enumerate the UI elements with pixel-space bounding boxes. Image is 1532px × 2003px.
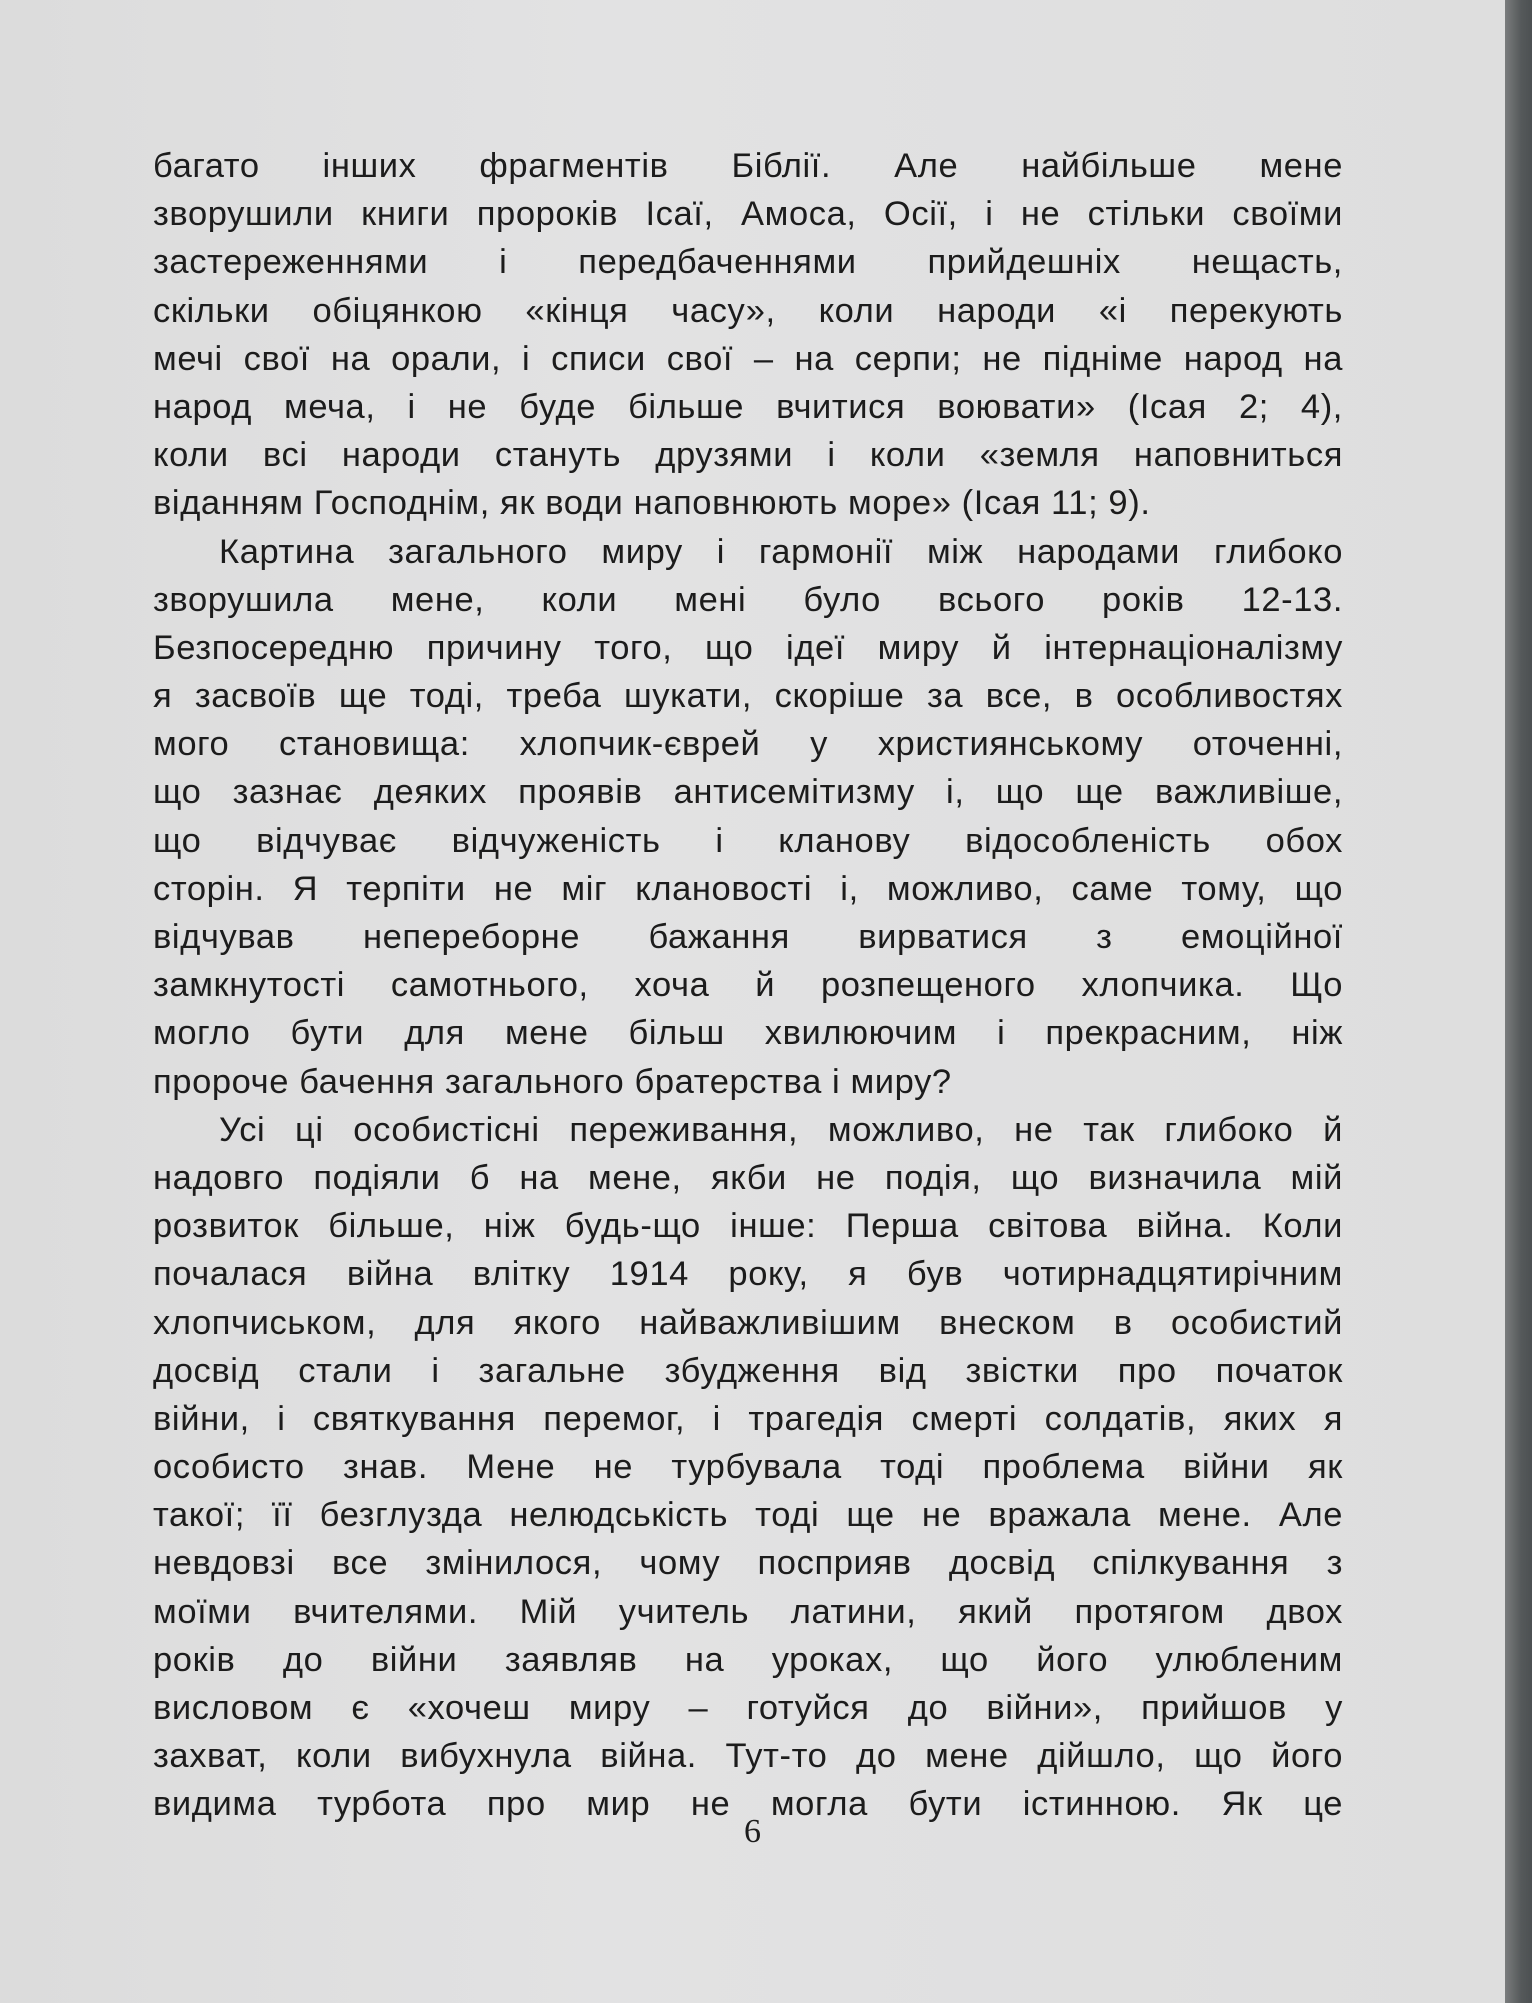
text-line: моїми вчителями. Мій учитель латини, який протягом двох (153, 1592, 1343, 1631)
paragraph-3 (153, 1106, 1343, 1829)
text-line: зворушили книги пророків Ісаї, Амоса, Осії, і не стільки своїми (153, 195, 1343, 234)
text-line: застереженнями і передбаченнями прийдешніх нещасть, (153, 243, 1343, 282)
text-line: особисто знав. Мене не турбувала тоді проблема війни як (153, 1448, 1343, 1487)
text-line: замкнутості самотнього, хоча й розпещеного хлопчика. Що (153, 966, 1343, 1005)
text-line: народ меча, і не буде більше вчитися воювати» (Ісая 2; 4), (153, 387, 1343, 426)
body-text (153, 142, 1343, 1829)
text-line: скільки обіцянкою «кінця часу», коли народи «і перекують (153, 291, 1343, 330)
text-line: війни, і святкування перемог, і трагедія смерті солдатів, яких я (153, 1399, 1343, 1438)
text-line: Усі ці особистісні переживання, можливо, не так глибоко й (219, 1110, 1343, 1149)
text-line: я засвоїв ще тоді, треба шукати, скоріше за все, в особливостях (153, 677, 1343, 716)
text-line: захват, коли вибухнула війна. Тут-то до мене дійшло, що його (153, 1737, 1343, 1776)
text-line: висловом є «хочеш миру – готуйся до війни», прийшов у (153, 1689, 1343, 1727)
text-line: Картина загального миру і гармонії між народами глибоко (219, 532, 1343, 571)
text-line: розвиток більше, ніж будь-що інше: Перша світова війна. Коли (153, 1207, 1343, 1246)
text-line: що зазнає деяких проявів антисемітизму і, що ще важливіше, (153, 773, 1343, 812)
text-line: відчував непереборне бажання вирватися з емоційної (153, 918, 1343, 956)
text-line: досвід стали і загальне збудження від звістки про початок (153, 1351, 1343, 1390)
text-line: коли всі народи стануть друзями і коли «земля наповниться (153, 436, 1343, 475)
text-line: мечі свої на орали, і списи свої – на серпи; не підніме народ на (153, 339, 1343, 378)
text-line: багато інших фрагментів Біблії. Але найбільше мене (153, 147, 1343, 185)
background-edge (1505, 0, 1532, 2003)
text-line: що відчуває відчуженість і кланову відособленість обох (153, 821, 1343, 860)
text-line: мого становища: хлопчик-єврей у християнському оточенні, (153, 725, 1343, 764)
text-line: років до війни заявляв на уроках, що його улюбленим (153, 1640, 1343, 1679)
page-number: 6 (744, 1813, 761, 1850)
text-line: такої; її безглузда нелюдськість тоді ще не вражала мене. Але (153, 1496, 1343, 1535)
text-line: почалася війна влітку 1914 року, я був чотирнадцятирічним (153, 1255, 1343, 1294)
text-line: видима турбота про мир не могла бути істинною. Як це (153, 1785, 1343, 1824)
text-line: Безпосередню причину того, що ідеї миру й інтернаціоналізму (153, 628, 1343, 667)
text-line: сторін. Я терпіти не міг клановості і, можливо, саме тому, що (153, 869, 1343, 908)
paragraph-2 (153, 528, 1343, 1106)
text-line: могло бути для мене більш хвилюючим і прекрасним, ніж (153, 1014, 1343, 1053)
text-line: пророче бачення загального братерства і миру? (153, 1062, 952, 1101)
paragraph-1 (153, 142, 1343, 528)
text-line: хлопчиськом, для якого найважливішим внеском в особистий (153, 1303, 1343, 1342)
text-line: віданням Господнім, як води наповнюють море» (Ісая 11; 9). (153, 484, 1151, 523)
text-line: зворушила мене, коли мені було всього років 12-13. (153, 580, 1343, 619)
text-line: невдовзі все змінилося, чому посприяв досвід спілкування з (153, 1544, 1343, 1583)
text-line: надовго подіяли б на мене, якби не подія, що визначила мій (153, 1158, 1343, 1197)
